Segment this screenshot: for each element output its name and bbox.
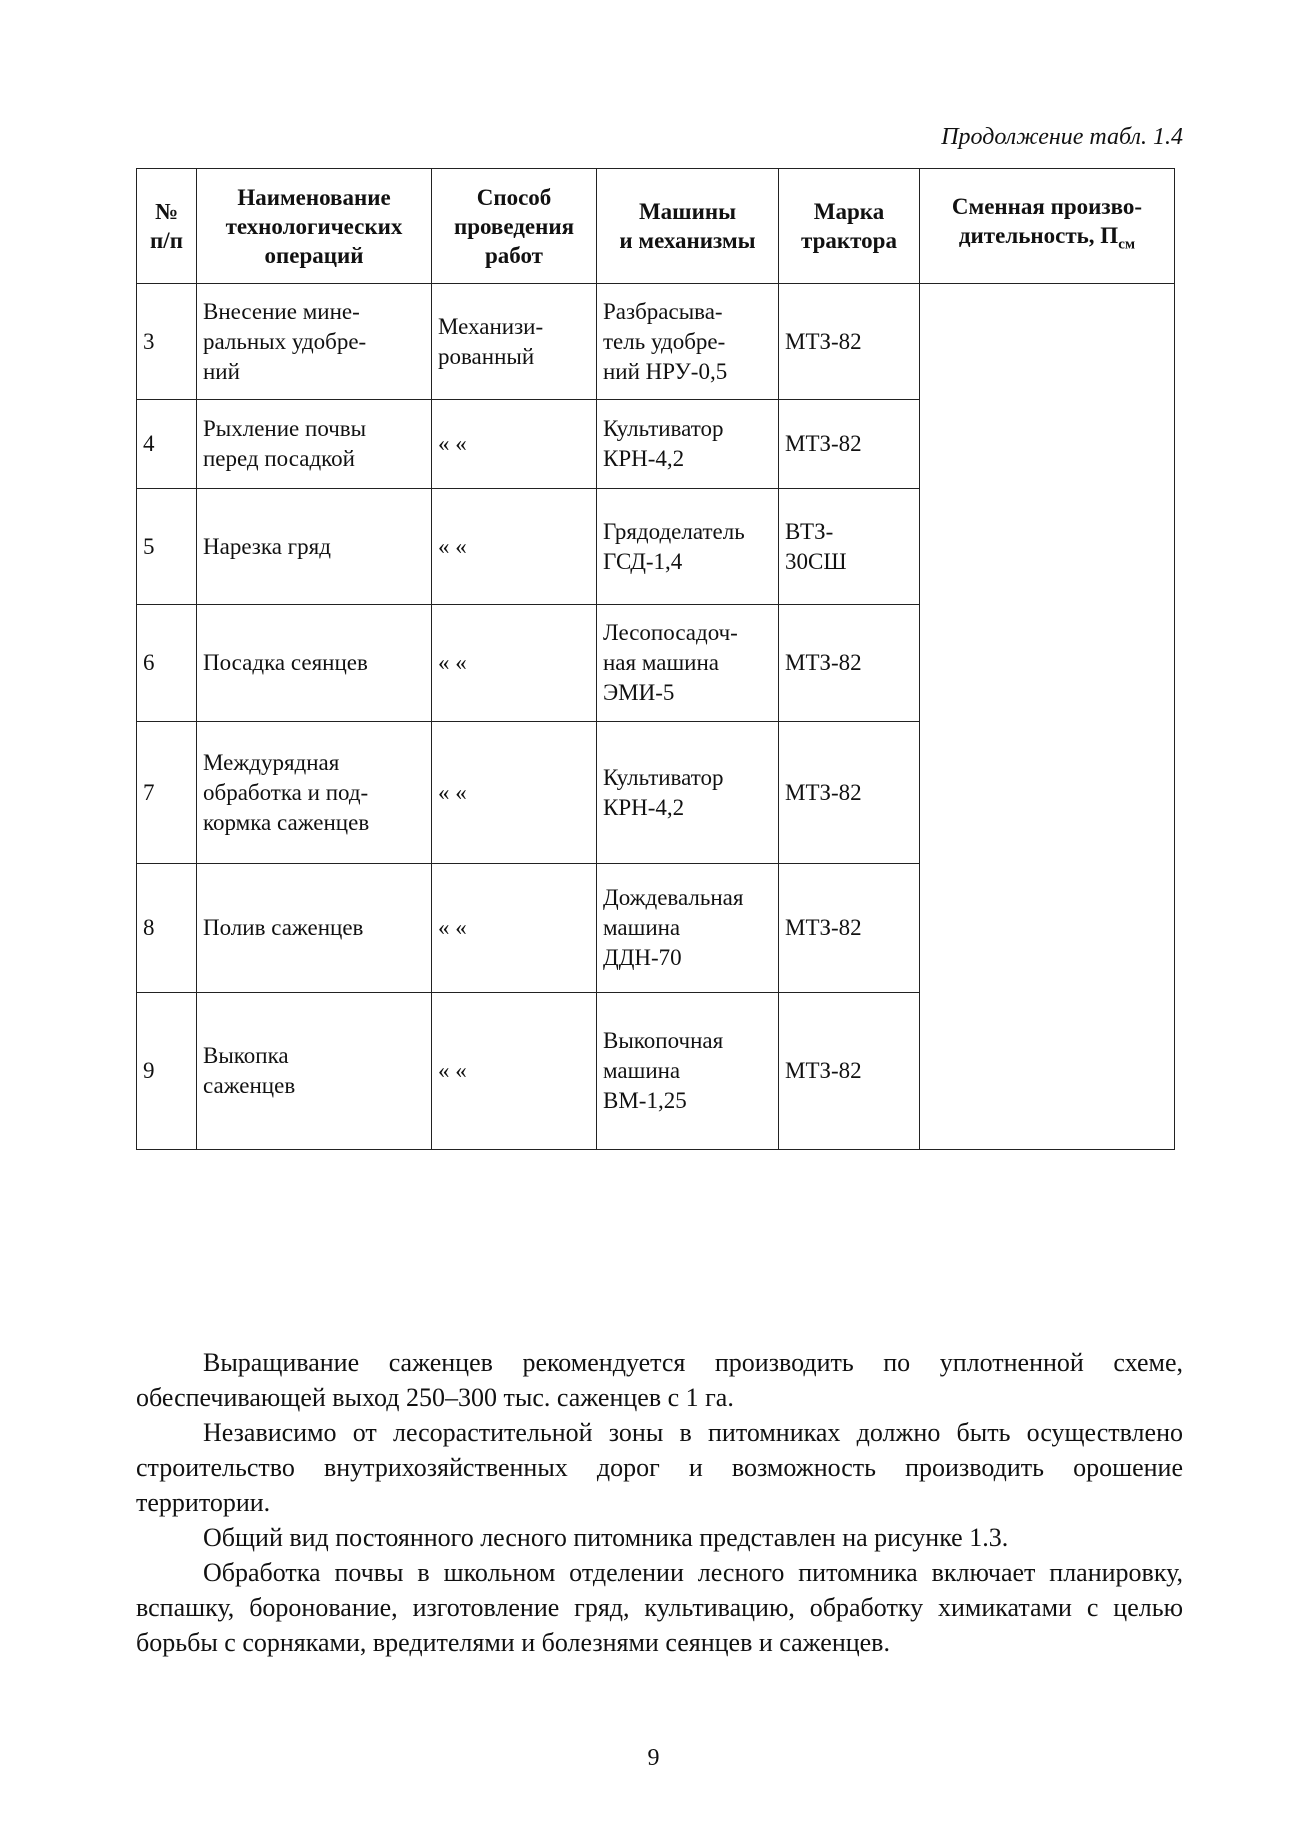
- cell-machine: Культиватор КРН-4,2: [597, 722, 779, 864]
- header-machine: Машины и механизмы: [597, 169, 779, 284]
- cell-tractor: МТЗ-82: [779, 284, 920, 400]
- header-productivity: Сменная произво- дительность, $П_{см}$: [920, 169, 1175, 284]
- operations-table: [136, 168, 1175, 1150]
- cell-method: « «: [432, 489, 597, 605]
- paragraph: Общий вид постоянного лесного питомника представлен на рисунке 1.3.: [203, 1523, 1009, 1552]
- cell-operation: Внесение мине- ральных удобре- ний: [197, 284, 432, 400]
- cell-tractor: МТЗ-82: [779, 993, 920, 1150]
- cell-machine: Дождевальная машина ДДН-70: [597, 864, 779, 993]
- cell-tractor: ВТЗ- 30СШ: [779, 489, 920, 605]
- header-operation: Наименование технологических операций: [197, 169, 432, 284]
- cell-operation: Полив саженцев: [197, 864, 432, 993]
- cell-operation: Выкопка саженцев: [197, 993, 432, 1150]
- cell-num: 6: [137, 605, 197, 722]
- cell-operation: Междурядная обработка и под- кормка саженцев: [197, 722, 432, 864]
- cell-machine: Грядоделатель ГСД-1,4: [597, 489, 779, 605]
- cell-machine: Разбрасыва- тель удобре- ний НРУ-0,5: [597, 284, 779, 400]
- header-num: № п/п: [137, 169, 197, 284]
- cell-operation: Нарезка гряд: [197, 489, 432, 605]
- cell-tractor: МТЗ-82: [779, 722, 920, 864]
- cell-machine: Культиватор КРН-4,2: [597, 400, 779, 489]
- cell-machine: Лесопосадоч- ная машина ЭМИ-5: [597, 605, 779, 722]
- paragraph: Независимо от лесорастительной зоны в питомниках должно быть осуществлено строительство внутрихозяйственных дорог и возможность производить орошение территории.: [136, 1418, 1183, 1517]
- cell-tractor: МТЗ-82: [779, 864, 920, 993]
- page-number: 9: [647, 1745, 660, 1771]
- cell-method: « «: [432, 993, 597, 1150]
- table-header-row: [137, 169, 1175, 284]
- cell-operation: Рыхление почвы перед посадкой: [197, 400, 432, 489]
- table-caption: Продолжение табл. 1.4: [941, 124, 1183, 150]
- cell-machine: Выкопочная машина ВМ-1,25: [597, 993, 779, 1150]
- paragraph: Выращивание саженцев рекомендуется производить по уплотненной схеме, обеспечивающей выход 250–300 тыс. саженцев с 1 га.: [136, 1348, 1183, 1412]
- cell-tractor: МТЗ-82: [779, 605, 920, 722]
- cell-method: « «: [432, 400, 597, 489]
- header-method: Способ проведения работ: [432, 169, 597, 284]
- cell-num: 7: [137, 722, 197, 864]
- cell-method: « «: [432, 722, 597, 864]
- table-row: [137, 284, 1175, 400]
- body-text: [136, 1345, 1183, 1660]
- header-tractor: Марка трактора: [779, 169, 920, 284]
- cell-productivity: [920, 284, 1175, 1150]
- cell-num: 9: [137, 993, 197, 1150]
- paragraph: Обработка почвы в школьном отделении лесного питомника включает планировку, вспашку, боронование, изготовление гряд, культивацию, обработку химикатами с целью борьбы с сорняками, вредителями и болезнями сеянцев и саженцев.: [136, 1558, 1183, 1657]
- cell-num: 3: [137, 284, 197, 400]
- cell-operation: Посадка сеянцев: [197, 605, 432, 722]
- cell-method: « «: [432, 605, 597, 722]
- cell-num: 8: [137, 864, 197, 993]
- cell-method: Механизи- рованный: [432, 284, 597, 400]
- cell-method: « «: [432, 864, 597, 993]
- cell-num: 4: [137, 400, 197, 489]
- cell-tractor: МТЗ-82: [779, 400, 920, 489]
- cell-num: 5: [137, 489, 197, 605]
